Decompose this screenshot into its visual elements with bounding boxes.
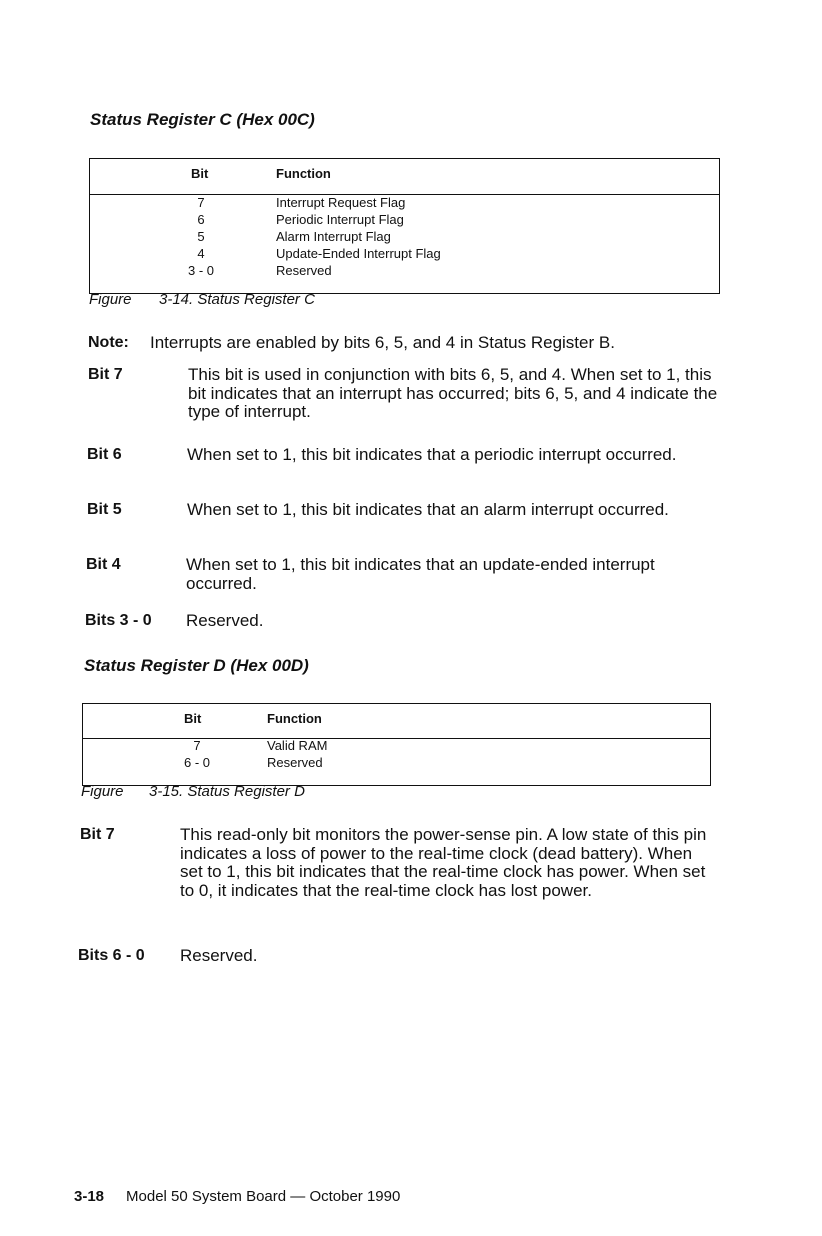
column-header-bit: Bit [191,166,209,181]
table-row [90,229,719,246]
row-function: Valid RAM [267,738,328,753]
definition-term: Bits 3 - 0 [85,612,152,629]
caption-title: 3-14. Status Register C [159,291,315,308]
register-c-table [89,158,720,294]
note-text: Interrupts are enabled by bits 6, 5, and 4 in Status Register B. [150,333,615,352]
footer-title: Model 50 System Board — October 1990 [126,1188,401,1205]
definition-text: When set to 1, this bit indicates that an update-ended interrupt occurred. [186,555,655,593]
row-bit: 4 [197,246,205,261]
definition-text: Reserved. [180,946,258,965]
row-function: Reserved [276,263,332,278]
row-bit: 3 - 0 [187,263,214,278]
definition-text: When set to 1, this bit indicates that an alarm interrupt occurred. [187,500,669,519]
register-c-caption [89,291,315,308]
caption-title: 3-15. Status Register D [149,783,305,800]
table-row [90,246,719,263]
register-c-heading: Status Register C (Hex 00C) [90,110,315,129]
definition-term: Bits 6 - 0 [78,947,145,964]
definition-text: Reserved. [186,611,264,630]
definition-term: Bit 5 [87,501,122,518]
definition-term: Bit 4 [86,556,121,573]
row-bit: 6 [197,212,205,227]
caption-label: Figure [89,291,132,308]
column-header-function: Function [267,711,322,726]
definition-term: Bit 7 [80,826,115,843]
table-row [90,263,719,280]
caption-label: Figure [81,783,124,800]
row-function: Alarm Interrupt Flag [276,229,391,244]
row-function: Interrupt Request Flag [276,195,406,210]
row-bit: 6 - 0 [183,755,210,770]
column-header-function: Function [276,166,331,181]
definition-term: Bit 6 [87,446,122,463]
column-header-bit: Bit [184,711,202,726]
note-label: Note: [88,334,129,351]
page-number: 3-18 [74,1188,105,1205]
register-d-table [82,703,711,786]
row-bit: 7 [197,195,205,210]
row-bit: 5 [197,229,205,244]
row-function: Periodic Interrupt Flag [276,212,404,227]
table-row [83,755,710,772]
definition-text: This bit is used in conjunction with bits 6, 5, and 4. When set to 1, this bit indicates that an interrupt has occurred; bits 6, 5, and 4 indicate the type of interrupt. [188,365,718,421]
register-d-caption [81,783,305,800]
row-bit: 7 [193,738,201,753]
definition-text: This read-only bit monitors the power-sense pin. A low state of this pin indicates a loss of power to the real-time clock (dead battery). When set to 1, this bit indicates that the real-time clock has power. When set to 0, it indicates that the real-time clock has lost power. [180,825,707,900]
definition-text: When set to 1, this bit indicates that a periodic interrupt occurred. [187,445,677,464]
register-c-table-header [90,159,719,195]
definition-term: Bit 7 [88,366,123,383]
row-function: Reserved [267,755,323,770]
row-function: Update-Ended Interrupt Flag [276,246,441,261]
register-d-table-header [83,704,710,739]
table-row [90,195,719,212]
page-footer [74,1188,400,1205]
table-row [83,738,710,755]
table-row [90,212,719,229]
register-d-heading: Status Register D (Hex 00D) [84,656,309,675]
